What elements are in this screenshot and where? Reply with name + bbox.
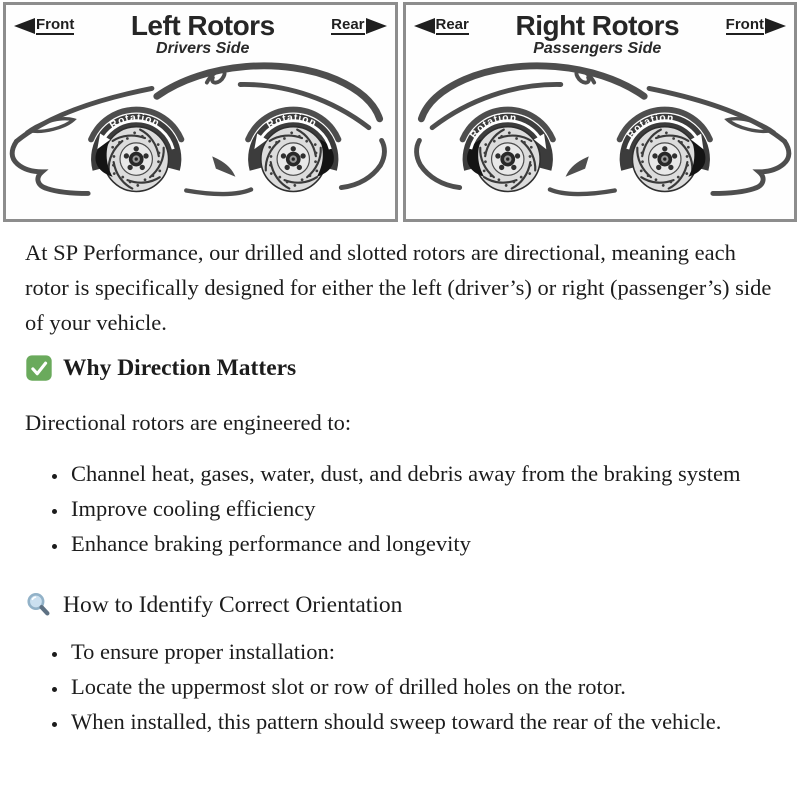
section-heading-text: Why Direction Matters: [63, 354, 297, 381]
arrow-left-icon: [14, 18, 35, 34]
magnifying-glass-icon: [25, 591, 53, 619]
list-item: • When installed, this pattern should sweep toward the rear of the vehicle.: [69, 704, 775, 739]
list-item: • Channel heat, gases, water, dust, and debris away from the braking system: [69, 456, 775, 491]
panel-titles: [74, 11, 331, 58]
panel-subtitle: Passengers Side: [533, 40, 662, 58]
front-direction-label: [726, 16, 786, 35]
list-item: • To ensure proper installation:: [69, 634, 775, 669]
rear-direction-label: [414, 16, 469, 35]
arrow-right-icon: [366, 18, 387, 34]
intro-paragraph: At SP Performance, our drilled and slotted rotors are directional, meaning each rotor is specifically designed for either the left (driver’s) or right (passenger’s) side of your vehicle.: [25, 240, 772, 335]
direction-text: Rear: [331, 16, 364, 35]
left-panel-header: [6, 5, 395, 58]
right-car-illustration: [409, 57, 792, 217]
section-heading-why-direction-matters: [25, 354, 775, 382]
right-rotors-panel: [403, 2, 798, 222]
list-item: • Locate the uppermost slot or row of drilled holes on the rotor.: [69, 669, 775, 704]
lead-paragraph: Directional rotors are engineered to:: [25, 410, 352, 435]
benefits-list: [25, 456, 775, 561]
rotor-direction-article: [0, 235, 800, 739]
svg-text:Rotation: Rotation: [624, 112, 675, 141]
panel-titles: [469, 11, 726, 58]
arrow-right-icon: [765, 18, 786, 34]
panel-title: Left Rotors: [130, 10, 275, 41]
rotor-direction-diagrams: [0, 0, 800, 222]
rear-direction-label: [331, 16, 386, 35]
arrow-left-icon: [414, 18, 435, 34]
direction-text: Front: [726, 16, 764, 35]
svg-text:Rotation: Rotation: [467, 112, 518, 141]
stray-mark: r: [621, 140, 626, 155]
list-item: • Improve cooling efficiency: [69, 491, 775, 526]
right-panel-header: [406, 5, 795, 58]
direction-text: Front: [36, 16, 74, 35]
left-rotors-panel: [3, 2, 398, 222]
svg-text:Rotation: Rotation: [107, 112, 162, 132]
green-checkmark-icon: [25, 354, 53, 382]
panel-subtitle: Drivers Side: [156, 40, 250, 58]
left-car-illustration: [9, 57, 392, 217]
direction-text: Rear: [436, 16, 469, 35]
svg-text:Rotation: Rotation: [265, 112, 319, 132]
section-heading-identify-orientation: [25, 591, 775, 619]
panel-title: Right Rotors: [515, 10, 680, 41]
list-item: • Enhance braking performance and longevity: [69, 526, 775, 561]
installation-list: [25, 634, 775, 739]
section-heading-text: How to Identify Correct Orientation: [63, 591, 403, 618]
front-direction-label: [14, 16, 74, 35]
